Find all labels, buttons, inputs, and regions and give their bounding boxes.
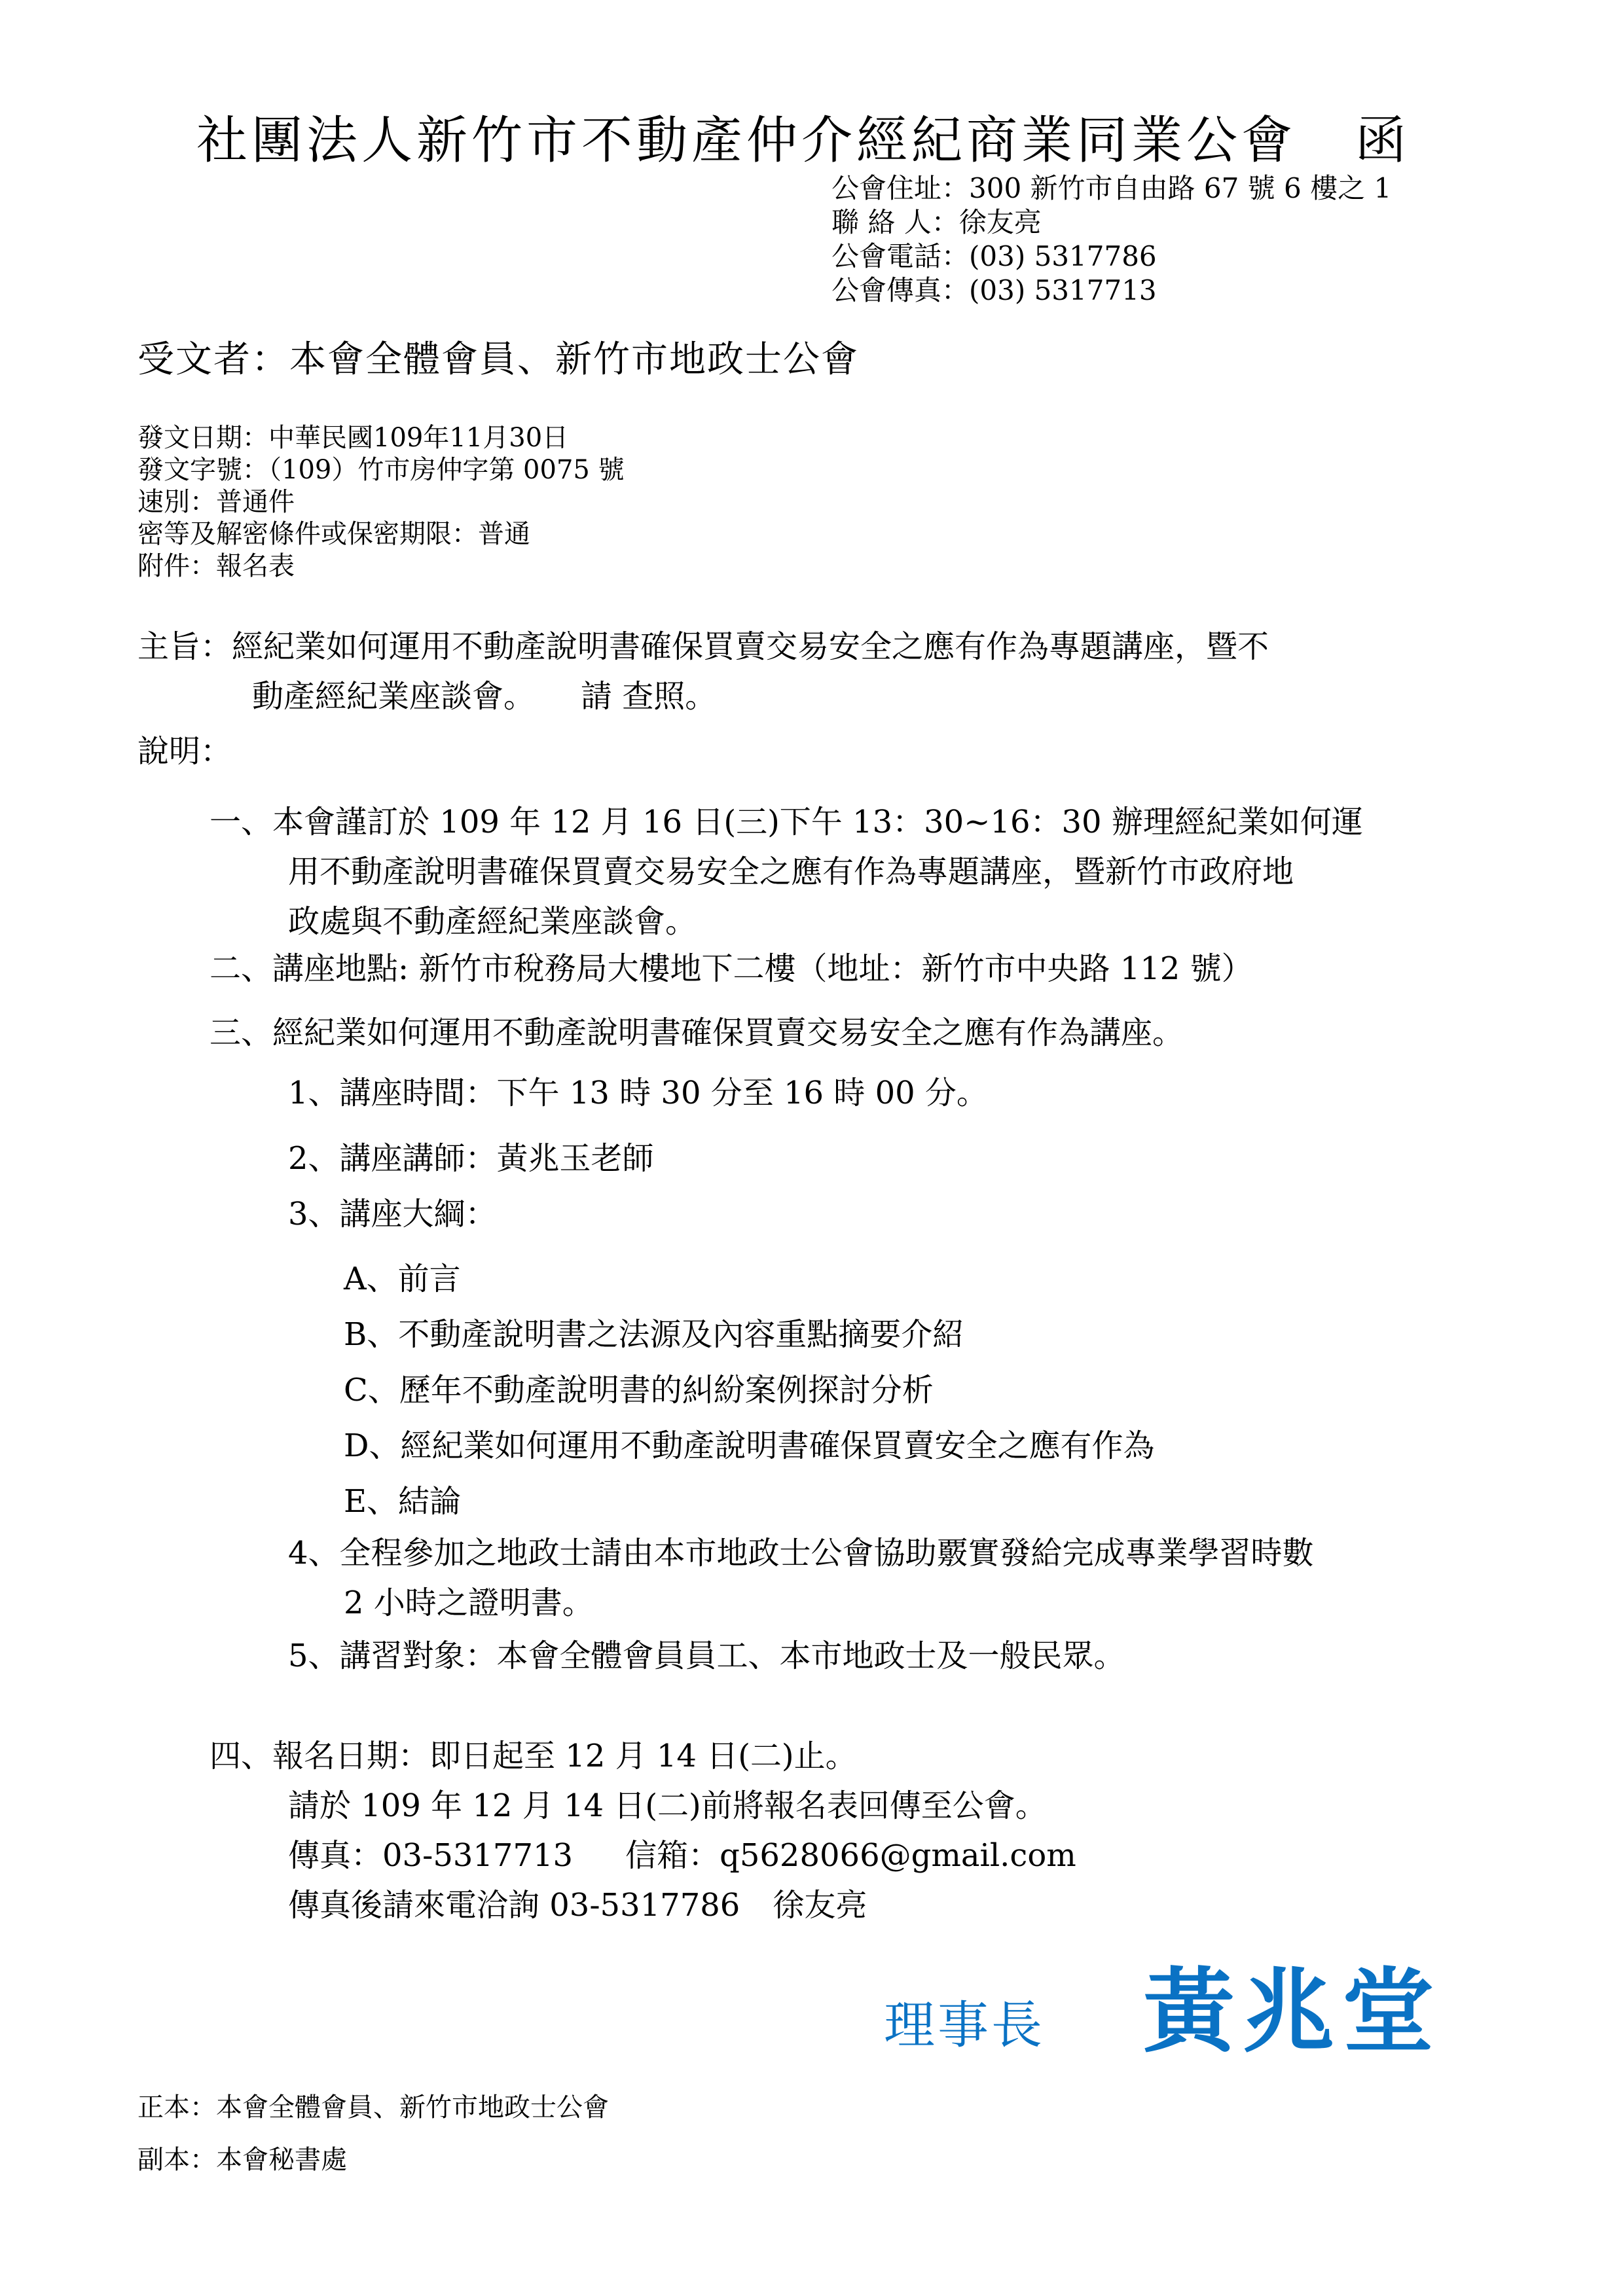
registration-followup: [210, 1880, 1076, 1930]
fax-label: 公會傳真：: [831, 274, 970, 306]
speed-value: 普通件: [216, 487, 295, 517]
sub-item-marker: 4、: [288, 1535, 340, 1571]
section-line: 經紀業如何運用不動產說明書確保買賣交易安全之應有作為講座。: [272, 1014, 1184, 1051]
outline-item: [344, 1418, 1155, 1474]
document-type: 函: [1355, 111, 1411, 170]
contact-block: [831, 171, 1391, 308]
document-title: [196, 108, 1410, 173]
sub-item-text: 全程參加之地政士請由本市地政士公會協助覈實發給完成專業學習時數: [339, 1535, 1314, 1571]
copy-value: 本會秘書處: [216, 2145, 347, 2175]
explanation-section-1: [210, 797, 1363, 946]
sub-item-text-continuation: 2 小時之證明書。: [344, 1585, 594, 1621]
outline-marker: D、: [344, 1427, 401, 1464]
outline-item: [344, 1307, 1155, 1363]
section-marker: 二、: [210, 950, 273, 987]
security-label: 密等及解密條件或保密期限：: [137, 519, 478, 549]
subject-line-1: 經紀業如何運用不動產說明書確保買賣交易安全之應有作為專題講座，暨不: [232, 628, 1269, 665]
document-number-row: [137, 454, 625, 486]
sub-item-marker: 5、: [288, 1638, 340, 1674]
outline-text: 前言: [397, 1261, 461, 1297]
copy-label: 副本：: [137, 2145, 216, 2175]
subject-request: 請 查照。: [581, 678, 717, 715]
attachment-label: 附件：: [137, 551, 216, 581]
contact-person-row: [831, 206, 1391, 240]
phone-label: 公會電話：: [831, 240, 970, 272]
document-number-value: （109）竹市房仲字第 0075 號: [268, 455, 625, 485]
speed-label: 速別：: [137, 487, 216, 517]
email-label: 信箱：: [625, 1837, 720, 1874]
attachment-value: 報名表: [216, 551, 295, 581]
outline-marker: C、: [344, 1372, 399, 1408]
explanation-section-2: [210, 944, 1253, 994]
outline-marker: B、: [344, 1316, 399, 1353]
recipient-value: 本會全體會員、新竹市地政士公會: [289, 338, 859, 381]
original-label: 正本：: [137, 2092, 216, 2123]
contact-person-label: 聯 絡 人：: [831, 206, 959, 238]
fax-row: [831, 274, 1391, 308]
followup-contact: 徐友亮: [773, 1887, 867, 1924]
subject-continuation: [137, 672, 1512, 721]
recipient: [137, 337, 859, 383]
section-marker: 一、: [210, 804, 273, 840]
organization-name: 社團法人新竹市不動產仲介經紀商業同業公會: [196, 111, 1297, 170]
document-meta: [137, 422, 625, 583]
followup-text: 傳真後請來電洽詢 03-5317786: [288, 1887, 740, 1924]
sub-item-lecturer: [288, 1139, 654, 1178]
address-value: 300 新竹市自由路 67 號 6 樓之 1: [969, 172, 1392, 204]
section-line: 用不動產說明書確保買賣交易安全之應有作為專題講座，暨新竹市政府地: [288, 853, 1294, 890]
explanation-section-4: [210, 1731, 1076, 1930]
speed-row: [137, 486, 625, 518]
sub-item-marker: 2、: [288, 1140, 340, 1177]
sub-item-text: 講座大綱：: [339, 1196, 497, 1232]
outline-item: [344, 1474, 1155, 1530]
copy-recipients: [137, 2134, 609, 2186]
registration-deadline: 請於 109 年 12 月 14 日(二)前將報名表回傳至公會。: [288, 1787, 1047, 1824]
address-row: [831, 171, 1391, 206]
contact-person-value: 徐友亮: [958, 206, 1042, 238]
section-line: 本會謹訂於 109 年 12 月 16 日(三)下午 13：30~16：30 辦理經紀業如何運: [272, 804, 1363, 840]
sub-item-text: 講習對象：本會全體會員員工、本市地政士及一般民眾。: [339, 1638, 1125, 1674]
address-label: 公會住址：: [831, 172, 970, 204]
section-marker: 四、: [210, 1738, 273, 1774]
explanation-section-3: [210, 1008, 1184, 1058]
sub-item-text: 講座時間：下午 13 時 30 分至 16 時 00 分。: [339, 1075, 988, 1111]
sub-item-marker: 3、: [288, 1196, 340, 1232]
email-link[interactable]: q5628066@gmail.com: [720, 1837, 1076, 1874]
document-number-label: 發文字號：: [137, 455, 268, 485]
security-value: 普通: [478, 519, 530, 549]
fax-label: 傳真：: [288, 1837, 383, 1874]
sub-item-time: [288, 1073, 988, 1113]
signatory-role: 理事長: [884, 1996, 1046, 2055]
outline-list: [344, 1251, 1155, 1530]
outline-item: [344, 1251, 1155, 1307]
signature-block: [884, 1960, 1442, 2065]
distribution-list: [137, 2081, 609, 2186]
issue-date-row: [137, 422, 625, 454]
attachment-row: [137, 550, 625, 583]
section-line: 講座地點: 新竹市稅務局大樓地下二樓（地址：新竹市中央路 112 號）: [272, 950, 1253, 987]
sub-item-audience: [288, 1636, 1125, 1676]
outline-marker: A、: [344, 1261, 398, 1297]
explanation-label: 說明：: [137, 733, 232, 770]
sub-item-outline: [288, 1194, 497, 1234]
issue-date-value: 中華民國109年11月30日: [268, 423, 569, 453]
registration-contact: [210, 1831, 1076, 1880]
outline-text: 結論: [398, 1483, 462, 1520]
subject: [137, 622, 1512, 721]
subject-label: 主旨：: [137, 628, 232, 665]
outline-text: 不動產說明書之法源及內容重點摘要介紹: [398, 1316, 964, 1353]
sub-item-certificate: [288, 1528, 1314, 1628]
security-row: [137, 518, 625, 550]
outline-marker: E、: [344, 1483, 399, 1520]
fax-number: 03-5317713: [382, 1837, 574, 1874]
signatory-name: 黃兆堂: [1143, 1959, 1442, 2066]
outline-text: 經紀業如何運用不動產說明書確保買賣安全之應有作為: [400, 1427, 1155, 1464]
fax-value: (03) 5317713: [969, 274, 1157, 306]
outline-item: [344, 1363, 1155, 1418]
section-marker: 三、: [210, 1014, 273, 1051]
phone-row: [831, 240, 1391, 274]
recipient-label: 受文者：: [137, 338, 289, 381]
sub-item-text: 講座講師：黃兆玉老師: [339, 1140, 654, 1177]
phone-value: (03) 5317786: [969, 240, 1157, 272]
issue-date-label: 發文日期：: [137, 423, 268, 453]
original-recipients: [137, 2081, 609, 2134]
original-value: 本會全體會員、新竹市地政士公會: [216, 2092, 609, 2123]
sub-item-marker: 1、: [288, 1075, 340, 1111]
registration-period: 報名日期：即日起至 12 月 14 日(二)止。: [272, 1738, 857, 1774]
section-line: 政處與不動產經紀業座談會。: [288, 903, 697, 940]
outline-text: 歷年不動產說明書的糾紛案例探討分析: [399, 1372, 934, 1408]
subject-line-2: 動產經紀業座談會。: [252, 678, 536, 715]
